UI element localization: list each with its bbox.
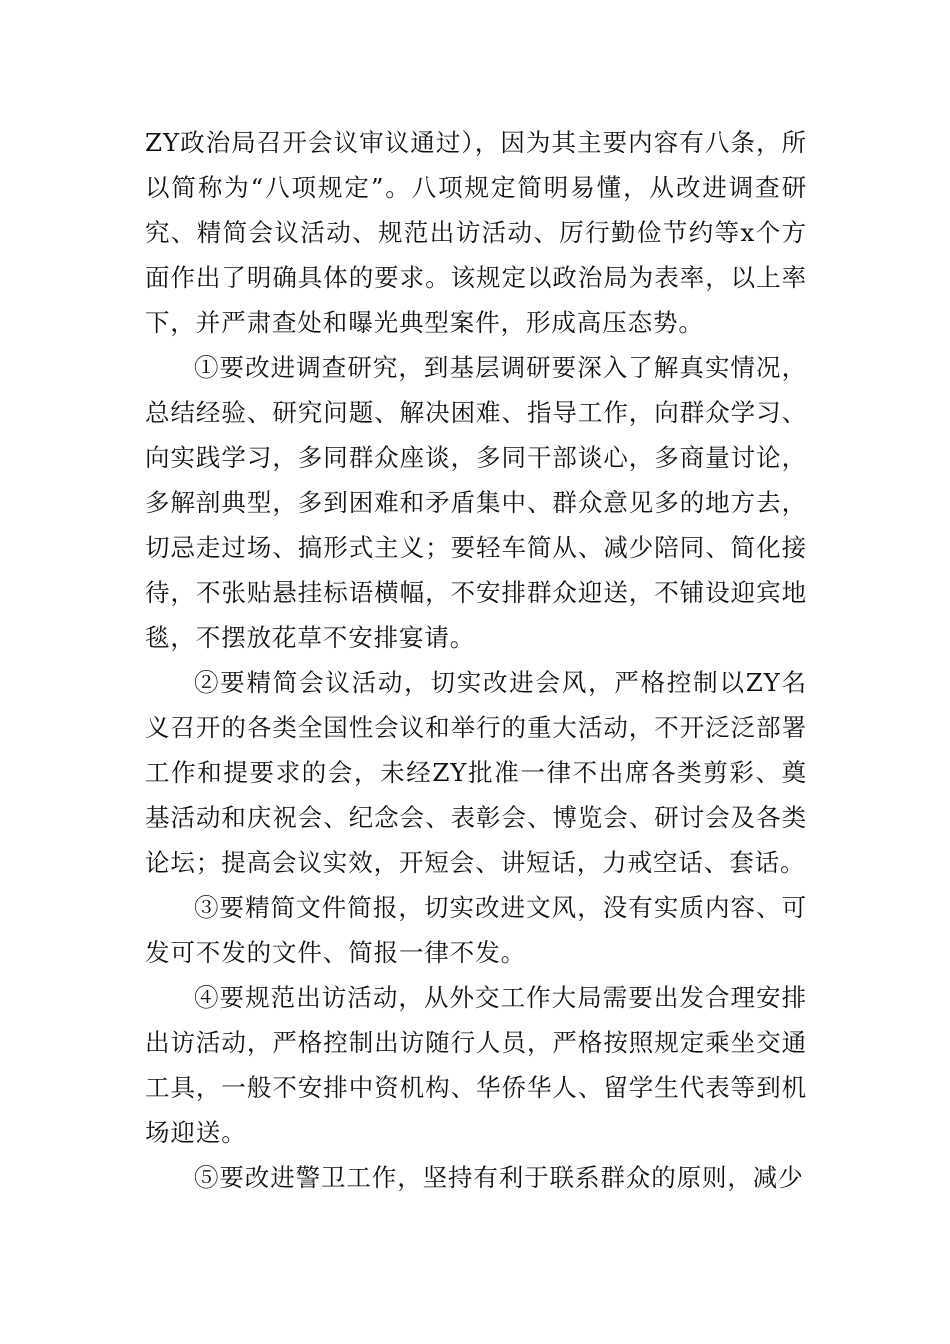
paragraph-item-2: ②要精简会议活动，切实改进会风，严格控制以ZY名义召开的各类全国性会议和举行的重大活动，不开泛泛部署工作和提要求的会，未经ZY批准一律不出席各类剪彩、奠基活动和庆祝会、纪念会、表彰会、博览会、研讨会及各类论坛；提高会议实效，开短会、讲短话，力戒空话、套话。 bbox=[145, 668, 807, 877]
document-body bbox=[145, 120, 807, 1200]
paragraph-item-5: ⑤要改进警卫工作，坚持有利于联系群众的原则，减少 bbox=[194, 1163, 804, 1192]
paragraph-intro: ZY政治局召开会议审议通过），因为其主要内容有八条，所以简称为“八项规定”。八项规定简明易懂，从改进调查研究、精简会议活动、规范出访活动、厉行勤俭节约等x个方面作出了明确具体的要求。该规定以政治局为表率，以上率下，并严肃查处和曝光典型案件，形成高压态势。 bbox=[145, 128, 807, 337]
paragraph-item-4: ④要规范出访活动，从外交工作大局需要出发合理安排出访活动，严格控制出访随行人员，严格按照规定乘坐交通工具，一般不安排中资机构、华侨华人、留学生代表等到机场迎送。 bbox=[145, 983, 807, 1147]
paragraph-item-1: ①要改进调查研究，到基层调研要深入了解真实情况，总结经验、研究问题、解决困难、指导工作，向群众学习、向实践学习，多同群众座谈，多同干部谈心，多商量讨论，多解剖典型，多到困难和矛盾集中、群众意见多的地方去，切忌走过场、搞形式主义；要轻车简从、减少陪同、简化接待，不张贴悬挂标语横幅，不安排群众迎送，不铺设迎宾地毯，不摆放花草不安排宴请。 bbox=[145, 353, 807, 652]
paragraph-item-3: ③要精简文件简报，切实改进文风，没有实质内容、可发可不发的文件、简报一律不发。 bbox=[145, 893, 807, 967]
